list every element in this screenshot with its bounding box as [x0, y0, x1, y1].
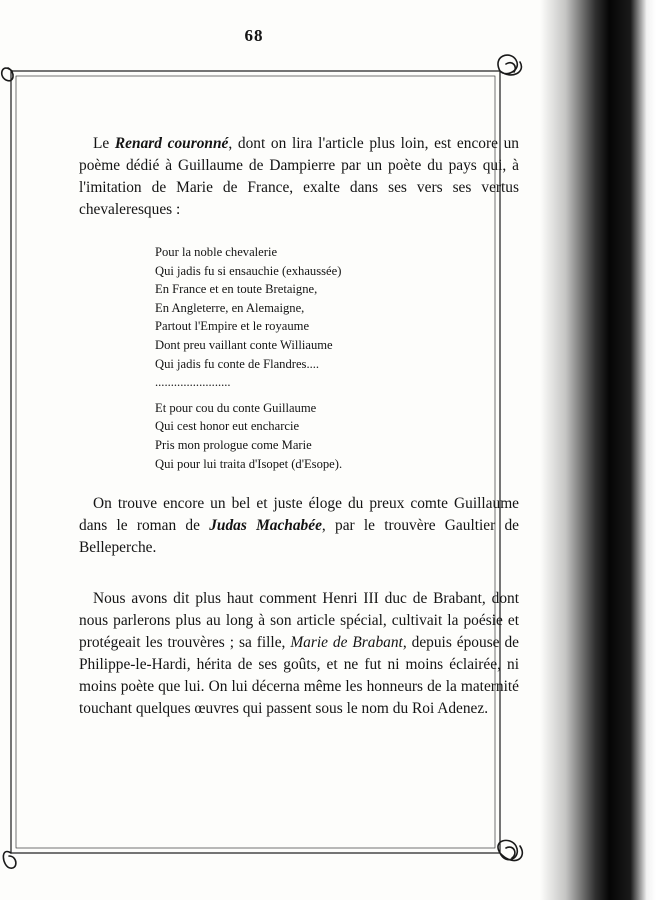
- paragraph-renard-couronne: [79, 133, 519, 221]
- verse-line: Partout l'Empire et le royaume: [155, 319, 310, 334]
- paragraph-text: , dont on lira l'article plus loin, est encore un poème dédié à Guillaume de Dampierre par un poète du pays qui, à l'imitation de Marie de France, exalte dans ses vers ses vertus chevaleresques :: [79, 135, 519, 218]
- ornament-bottom-left: [3, 852, 16, 869]
- paragraph-text: On trouve encore un bel et juste éloge du preux comte Guillaume dans le roman de: [79, 495, 519, 534]
- title-renard-couronne: Renard couronné: [114, 135, 229, 152]
- verse-ellipsis: ........................: [155, 375, 231, 390]
- verse-quotation: [155, 243, 415, 473]
- ornament-bottom-right: [498, 840, 522, 860]
- verse-line: Qui jadis fu si ensauchie (exhaussée): [155, 263, 342, 278]
- verse-line: Et pour cou du conte Guillaume: [155, 400, 317, 415]
- verse-gap: [155, 392, 415, 399]
- paragraph-text: Nous avons dit plus haut comment Henri III duc de Brabant, dont nous parlerons plus au long à son article spécial, cultivait la poésie et protégeait les trouvères ; sa fille,: [79, 590, 519, 651]
- verse-line: En France et en toute Bretaigne,: [155, 282, 318, 297]
- verse-line: Dont preu vaillant conte Williaume: [155, 337, 333, 352]
- paragraph-text: , par le trouvère Gaultier de Belleperche.: [79, 517, 520, 556]
- verse-line: Qui pour lui traita d'Isopet (d'Esope).: [155, 456, 343, 471]
- paragraph-judas-machabee: [79, 493, 519, 559]
- paragraph-lead: Le: [93, 135, 115, 152]
- page-number: 68: [244, 26, 264, 45]
- ornament-top-right: [498, 55, 521, 75]
- paragraph-henri-iii: [79, 588, 519, 720]
- verse-line: Pour la noble chevalerie: [155, 245, 278, 259]
- verse-line: Qui jadis fu conte de Flandres....: [155, 356, 320, 371]
- paragraph-text: , depuis épouse de Philippe-le-Hardi, hérita de ses goûts, et ne fut ni moins éclairée, ni moins poète que lui. On lui décerna même les honneurs de la maternité touchant quelques œuvres qui passent sous le nom du Roi Adenez.: [79, 634, 519, 717]
- name-marie-de-brabant: Marie de Brabant: [290, 634, 403, 651]
- title-judas-machabee: Judas Machabée: [209, 517, 322, 534]
- verse-line: Pris mon prologue come Marie: [155, 437, 312, 452]
- verse-line: En Angleterre, en Alemaigne,: [155, 300, 305, 315]
- verse-line: Qui cest honor eut encharcie: [155, 419, 300, 434]
